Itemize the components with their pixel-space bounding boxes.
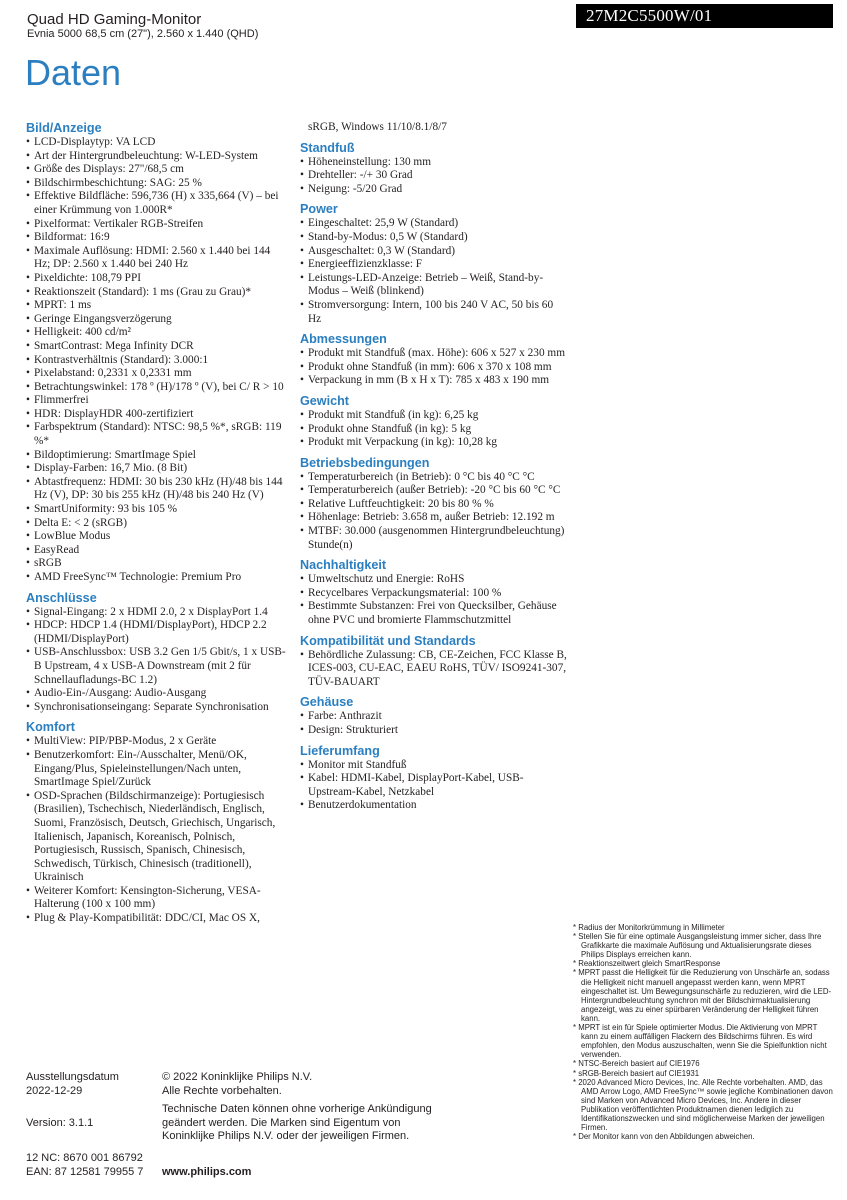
spec-item: • Kontrastverhältnis (Standard): 3.000:1 (26, 354, 288, 368)
spec-column-right (300, 121, 568, 819)
spec-item: • Geringe Eingangsverzögerung (26, 313, 288, 327)
spec-item: • Produkt ohne Standfuß (in mm): 606 x 370 x 108 mm (300, 361, 568, 375)
issue-date: 2022-12-29 (26, 1085, 83, 1097)
section-heading: Kompatibilität und Standards (300, 633, 476, 648)
spec-item: • Höhenlage: Betrieb: 3.658 m, außer Betrieb: 12.192 m (300, 511, 568, 525)
footnote: * MPRT passt die Helligkeit für die Reduzierung von Unschärfe an, sodass die Helligkeit nicht manuell angepasst werden kann, wenn MPRT eingeschaltet ist. Um Bewegungsunschärfe zu reduzieren, wird die LED-Hintergrundbeleuchtung synchron mit der Bildschirmaktualisierung angezeigt, was zu einer spürbaren Veränderung der Helligkeit führen kann. (573, 968, 832, 1023)
spec-section-anschl-sse (26, 591, 288, 715)
spec-item: • Monitor mit Standfuß (300, 759, 568, 773)
spec-item: • Behördliche Zulassung: CB, CE-Zeichen, FCC Klasse B, ICES-003, CU-EAC, EAEU RoHS, TÜV/ ISO9241-307, TÜV-BAUART (300, 649, 568, 690)
spec-section-komfort (26, 720, 288, 925)
spec-item: • Recycelbares Verpackungsmaterial: 100 % (300, 587, 568, 601)
spec-item: • Temperaturbereich (in Betrieb): 0 °C bis 40 °C °C (300, 471, 568, 485)
nc-number: 12 NC: 8670 001 86792 (26, 1152, 143, 1164)
footnote: * NTSC-Bereich basiert auf CIE1976 (573, 1059, 700, 1069)
spec-item: • Farbe: Anthrazit (300, 710, 568, 724)
spec-section-geh-use (300, 695, 568, 737)
spec-item: • Signal-Eingang: 2 x HDMI 2.0, 2 x DisplayPort 1.4 (26, 606, 288, 620)
spec-section-kompatibilit-t-und-standards (300, 634, 568, 690)
spec-item: • HDR: DisplayHDR 400-zertifiziert (26, 408, 288, 422)
spec-list (26, 735, 288, 925)
section-heading: Power (300, 202, 338, 217)
spec-item: • EasyRead (26, 544, 288, 558)
spec-item: • SmartContrast: Mega Infinity DCR (26, 340, 288, 354)
model-number-badge: 27M2C5500W/01 (576, 4, 833, 28)
spec-item: • Eingeschaltet: 25,9 W (Standard) (300, 217, 568, 231)
spec-item: • Verpackung in mm (B x H x T): 785 x 483 x 190 mm (300, 374, 568, 388)
copyright: © 2022 Koninklijke Philips N.V. (162, 1071, 313, 1083)
disclaimer: Technische Daten können ohne vorherige Ankündigung geändert werden. Die Marken sind Eigentum von Koninklijke Philips N.V. oder der jeweiligen Firmen. (162, 1103, 432, 1142)
spec-list (300, 710, 568, 737)
spec-item: • Stromversorgung: Intern, 100 bis 240 V AC, 50 bis 60 Hz (300, 299, 568, 326)
spec-item: • Höheneinstellung: 130 mm (300, 156, 568, 170)
spec-item: • Plug & Play-Kompatibilität: DDC/CI, Mac OS X, (26, 912, 288, 926)
spec-item: • LCD-Displaytyp: VA LCD (26, 136, 288, 150)
spec-item: • Benutzerkomfort: Ein-/Ausschalter, Menü/OK, Eingang/Plus, Spieleinstellungen/Nach unten, SmartImage Spiel/Zurück (26, 749, 288, 790)
section-heading: Betriebsbedingungen (300, 455, 430, 470)
spec-item: • Neigung: -5/20 Grad (300, 183, 568, 197)
spec-item: • HDCP: HDCP 1.4 (HDMI/DisplayPort), HDCP 2.2 (HDMI/DisplayPort) (26, 619, 288, 646)
spec-item: • Weiterer Komfort: Kensington-Sicherung, VESA-Halterung (100 x 100 mm) (26, 885, 288, 912)
spec-item: • USB-Anschlussbox: USB 3.2 Gen 1/5 Gbit/s, 1 x USB-B Upstream, 4 x USB-A Downstream (mit 2 für Schnellaufladungs-BC 1.2) (26, 646, 288, 687)
footnote: * Stellen Sie für eine optimale Ausgangsleistung immer sicher, dass Ihre Grafikkarte die maximale Auflösung und Aktualisierungsrate dieses Philips Displays erreichen kann. (573, 932, 822, 960)
spec-list (300, 347, 568, 388)
spec-list (300, 409, 568, 450)
section-heading: Nachhaltigkeit (300, 558, 387, 573)
spec-item: • Produkt mit Standfuß (in kg): 6,25 kg (300, 409, 568, 423)
website-link[interactable]: www.philips.com (162, 1166, 252, 1178)
spec-item: • Flimmerfrei (26, 394, 288, 408)
spec-item: • Leistungs-LED-Anzeige: Betrieb – Weiß, Stand-by-Modus – Weiß (blinkend) (300, 272, 568, 299)
spec-item: • Delta E: < 2 (sRGB) (26, 517, 288, 531)
spec-list (300, 217, 568, 326)
spec-item: • Art der Hintergrundbeleuchtung: W-LED-System (26, 150, 288, 164)
spec-item: • Pixelabstand: 0,2331 x 0,2331 mm (26, 367, 288, 381)
spec-column-left (26, 121, 288, 932)
continued-text: sRGB, Windows 11/10/8.1/8/7 (308, 121, 447, 133)
spec-item: • Benutzerdokumentation (300, 799, 568, 813)
spec-item: • Bildformat: 16:9 (26, 231, 288, 245)
spec-list (300, 649, 568, 690)
spec-item: • Effektive Bildfläche: 596,736 (H) x 335,664 (V) – bei einer Krümmung von 1.000R* (26, 190, 288, 217)
spec-item: • AMD FreeSync™ Technologie: Premium Pro (26, 571, 288, 585)
spec-item: • OSD-Sprachen (Bildschirmanzeige): Portugiesisch (Brasilien), Tschechisch, Niederländisch, Englisch, Suomi, Französisch, Deutsch, Griechisch, Ungarisch, Italienisch, Japanisch, Koreanisch, Polnisch, Portugiesisch, Russisch, Spanisch, Chinesisch, Schwedisch, Türkisch, Chinesisch (traditionell), Ukrainisch (26, 790, 288, 885)
spec-item: • Farbspektrum (Standard): NTSC: 98,5 %*, sRGB: 119 %* (26, 421, 288, 448)
section-heading: Bild/Anzeige (26, 121, 102, 135)
product-subtitle: Evnia 5000 68,5 cm (27"), 2.560 x 1.440 (QHD) (27, 28, 259, 40)
version: Version: 3.1.1 (26, 1117, 94, 1129)
spec-item: • Ausgeschaltet: 0,3 W (Standard) (300, 245, 568, 259)
spec-item: • Größe des Displays: 27"/68,5 cm (26, 163, 288, 177)
section-heading: Komfort (26, 720, 75, 735)
spec-item: • Helligkeit: 400 cd/m² (26, 326, 288, 340)
spec-item: • Temperaturbereich (außer Betrieb): -20 °C bis 60 °C °C (300, 484, 568, 498)
spec-list (300, 156, 568, 197)
spec-item: • Energieeffizienzklasse: F (300, 258, 568, 272)
spec-item: • Produkt mit Standfuß (max. Höhe): 606 x 527 x 230 mm (300, 347, 568, 361)
spec-item: • Maximale Auflösung: HDMI: 2.560 x 1.440 bei 144 Hz; DP: 2.560 x 1.440 bei 240 Hz (26, 245, 288, 272)
spec-item: • MultiView: PIP/PBP-Modus, 2 x Geräte (26, 735, 288, 749)
footnotes (573, 923, 835, 1141)
footnote: * 2020 Advanced Micro Devices, Inc. Alle Rechte vorbehalten. AMD, das AMD Arrow Logo, AMD FreeSync™ sowie jegliche Kombinationen davon sind Marken von Advanced Micro Devices, Inc. Andere in dieser Publikation veröffentlichten Produktnamen dienen lediglich zu Identifikationszwecken und sind möglicherweise Marken der jeweiligen Firmen. (573, 1077, 833, 1133)
footnote: * MPRT ist ein für Spiele optimierter Modus. Die Aktivierung von MPRT kann zu einem auffälligen Flackern des Bildschirms führen. Es wird empfohlen, den Modus auszuschalten, wenn Sie die Spielfunktion nicht verwenden. (573, 1023, 827, 1060)
spec-section-betriebsbedingungen (300, 456, 568, 553)
spec-item: • Produkt ohne Standfuß (in kg): 5 kg (300, 423, 568, 437)
spec-item: • sRGB (26, 557, 288, 571)
spec-item: • Relative Luftfeuchtigkeit: 20 bis 80 % % (300, 498, 568, 512)
spec-item: • MTBF: 30.000 (ausgenommen Hintergrundbeleuchtung) Stunde(n) (300, 525, 568, 552)
footnote: * Reaktionszeitwert gleich SmartResponse (573, 959, 721, 969)
section-heading: Lieferumfang (300, 743, 380, 758)
spec-item: • Umweltschutz und Energie: RoHS (300, 573, 568, 587)
spec-list (26, 136, 288, 585)
spec-list (300, 471, 568, 553)
section-heading: Gehäuse (300, 695, 354, 710)
spec-item: • Stand-by-Modus: 0,5 W (Standard) (300, 231, 568, 245)
spec-item: • Bildoptimierung: SmartImage Spiel (26, 449, 288, 463)
section-heading: Gewicht (300, 393, 349, 408)
page-title: Daten (25, 52, 122, 93)
spec-item: • Abtastfrequenz: HDMI: 30 bis 230 kHz (H)/48 bis 144 Hz (V), DP: 30 bis 255 kHz (H)/48 bis 240 Hz (V) (26, 476, 288, 503)
spec-item: • MPRT: 1 ms (26, 299, 288, 313)
footnote: * Radius der Monitorkrümmung in Millimeter (573, 923, 725, 932)
spec-item: • Drehteller: -/+ 30 Grad (300, 169, 568, 183)
section-heading: Standfuß (300, 140, 355, 155)
spec-item: • SmartUniformity: 93 bis 105 % (26, 503, 288, 517)
spec-section-nachhaltigkeit (300, 558, 568, 627)
spec-item: • LowBlue Modus (26, 530, 288, 544)
spec-item: • Design: Strukturiert (300, 724, 568, 738)
spec-item: • Betrachtungswinkel: 178 º (H)/178 º (V), bei C/ R > 10 (26, 381, 288, 395)
spec-section-standfu (300, 141, 568, 197)
spec-item: • Pixelformat: Vertikaler RGB-Streifen (26, 218, 288, 232)
section-heading: Abmessungen (300, 332, 387, 347)
spec-section-bild-anzeige (26, 121, 288, 585)
product-title: Quad HD Gaming-Monitor (27, 11, 202, 28)
spec-item: • Display-Farben: 16,7 Mio. (8 Bit) (26, 462, 288, 476)
spec-item: • Bestimmte Substanzen: Frei von Quecksilber, Gehäuse ohne PVC und bromierte Flammschutzmittel (300, 600, 568, 627)
rights-reserved: Alle Rechte vorbehalten. (162, 1085, 282, 1097)
spec-list (300, 573, 568, 627)
spec-item: • Bildschirmbeschichtung: SAG: 25 % (26, 177, 288, 191)
section-heading: Anschlüsse (26, 590, 97, 605)
spec-list (26, 606, 288, 715)
footnote: * sRGB-Bereich basiert auf CIE1931 (573, 1068, 700, 1078)
ean-number: EAN: 87 12581 79955 7 (26, 1166, 144, 1178)
spec-section-lieferumfang (300, 744, 568, 813)
spec-section-abmessungen (300, 332, 568, 388)
spec-list (300, 759, 568, 813)
spec-item: • Produkt mit Verpackung (in kg): 10,28 kg (300, 436, 568, 450)
spec-item: • Pixeldichte: 108,79 PPI (26, 272, 288, 286)
spec-item: • Synchronisationseingang: Separate Synchronisation (26, 701, 288, 715)
issue-date-label: Ausstellungsdatum (26, 1071, 119, 1083)
spec-item: • Kabel: HDMI-Kabel, DisplayPort-Kabel, USB-Upstream-Kabel, Netzkabel (300, 772, 568, 799)
spec-item: • Audio-Ein-/Ausgang: Audio-Ausgang (26, 687, 288, 701)
spec-section-power (300, 202, 568, 326)
spec-section-gewicht (300, 394, 568, 450)
spec-item: • Reaktionszeit (Standard): 1 ms (Grau zu Grau)* (26, 286, 288, 300)
footnote: * Der Monitor kann von den Abbildungen abweichen. (573, 1132, 755, 1142)
